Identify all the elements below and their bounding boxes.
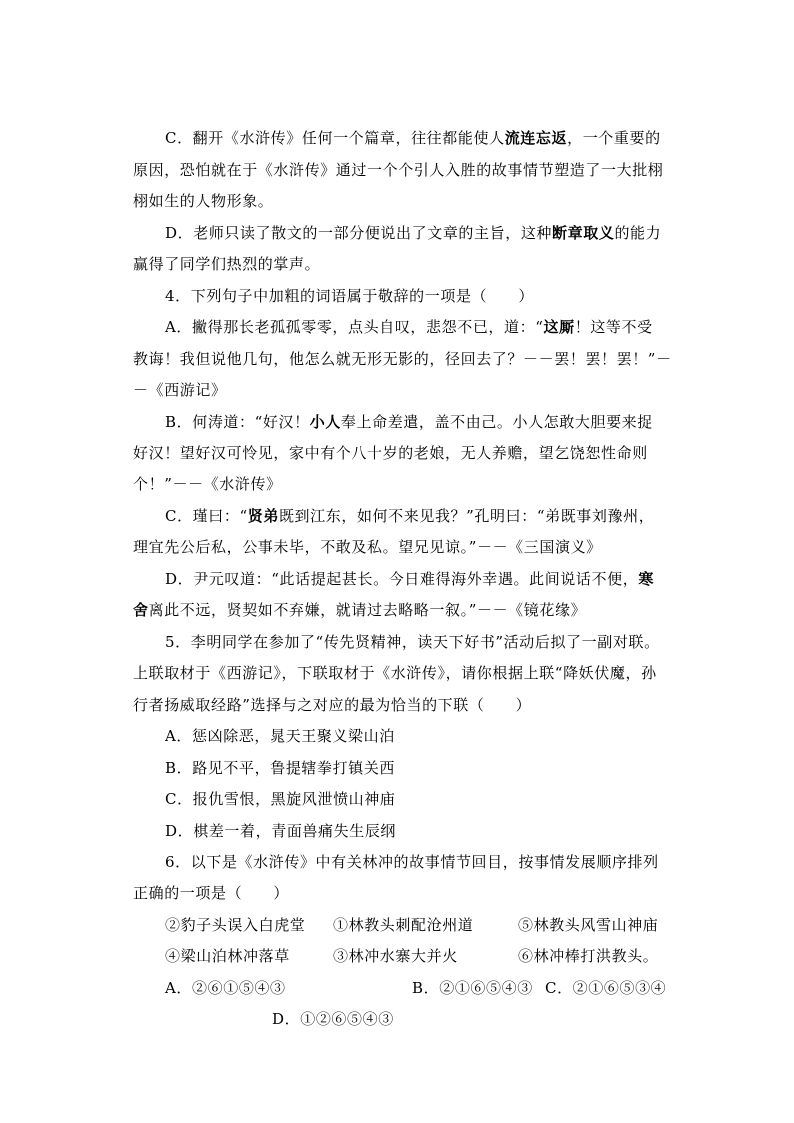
q4-option-a-line-1: A．撇得那长老孤孤零零，点头自叹，悲怨不已，道：“这厮！这等不受 [165, 318, 653, 336]
q4-option-b-line-1: B．何涛道：“好汉！小人奉上命差遣，盖不由己。小人怎敢大胆要来捉 [165, 413, 653, 431]
q6-choice-b: B．②①⑥⑤④③ [412, 979, 533, 997]
q3-option-c-line-2: 原因，恐怕就在于《水浒传》通过一个个引人入胜的故事情节塑造了一大批栩 [133, 161, 664, 179]
q6-stem-line-1: 6．以下是《水浒传》中有关林冲的故事情节回目，按事情发展顺序排列 [165, 853, 659, 871]
q5-option-a: A．惩凶除恶，晁天王聚义梁山泊 [165, 727, 395, 745]
q6-stem-line-2: 正确的一项是（ ） [133, 884, 290, 902]
bold-word: 贤弟 [247, 507, 279, 525]
q5-stem-line-2: 上联取材于《西游记》，下联取材于《水浒传》，请你根据上联“降妖伏魔，孙 [133, 664, 657, 682]
q4-stem: 4．下列句子中加粗的词语属于敬辞的一项是（ ） [165, 287, 534, 305]
q4-option-c-line-2: 理宜先公后私，公事未毕，不敢及私。望兄见谅。”－－《三国演义》 [133, 538, 602, 556]
q4-option-b-line-3: 个！”－－《水浒传》 [133, 475, 282, 493]
q5-option-b: B．路见不平，鲁提辖拳打镇关西 [165, 759, 396, 777]
bold-word: 小人 [309, 413, 341, 431]
q6-event-3: ⑤林教头风雪山神庙 [518, 916, 659, 934]
q5-option-c: C．报仇雪恨，黑旋风泄愤山神庙 [165, 790, 396, 808]
q5-option-d: D．棋差一着，青面兽痛失生辰纲 [165, 822, 397, 840]
q6-event-4: ④梁山泊林冲落草 [165, 947, 290, 965]
q4-option-a-line-3: －《西游记》 [133, 381, 227, 399]
q3-option-d-line-1: D．老师只读了散文的一部分便说出了文章的主旨，这种断章取义的能力 [165, 224, 662, 242]
q6-choice-c: C．②①⑥⑤③④ [545, 979, 667, 997]
q6-event-2: ①林教头刺配沧州道 [333, 916, 474, 934]
bold-word: 舍 [133, 601, 149, 619]
q3-option-c-line-3: 栩如生的人物形象。 [133, 192, 274, 210]
bold-word: 这厮 [543, 318, 575, 336]
q5-stem-line-1: 5．李明同学在参加了“传先贤精神，读天下好书”活动后拟了一副对联。 [165, 633, 660, 651]
q4-option-a-line-2: 教诲！我但说他几句，他怎么就无形无影的，径回去了？－－罢！罢！罢！”－ [133, 350, 672, 368]
q6-event-6: ⑥林冲棒打洪教头。 [518, 947, 659, 965]
q6-choice-a: A．②⑥①⑤④③ [165, 979, 286, 997]
q3-option-c-line-1: C．翻开《水浒传》任何一个篇章，往往都能使人流连忘返，一个重要的 [165, 129, 661, 147]
q4-option-d-line-1: D．尹元叹道：“此话提起甚长。今日难得海外幸遇。此间说话不便，寒 [165, 570, 654, 588]
q5-stem-line-3: 行者扬威取经路”选择与之对应的最为恰当的下联（ ） [133, 696, 532, 714]
q3-option-d-line-2: 赢得了同学们热烈的掌声。 [133, 255, 321, 273]
q4-option-c-line-1: C．瑾曰：“贤弟既到江东，如何不来见我？”孔明曰：“弟既事刘豫州， [165, 507, 655, 525]
bold-word: 断章取义 [552, 224, 615, 242]
bold-word: 寒 [638, 570, 654, 588]
q6-event-5: ③林冲水寨大并火 [333, 947, 458, 965]
bold-word: 流连忘返 [504, 129, 568, 147]
q6-choice-d: D．①②⑥⑤④③ [272, 1010, 394, 1028]
q4-option-b-line-2: 好汉！望好汉可怜见，家中有个八十岁的老娘，无人养赡，望乞饶恕性命则 [133, 444, 648, 462]
q4-option-d-line-2: 舍离此不远，贤契如不弃嫌，就请过去略略一叙。”－－《镜花缘》 [133, 601, 587, 619]
q6-event-1: ②豹子头误入白虎堂 [165, 916, 306, 934]
